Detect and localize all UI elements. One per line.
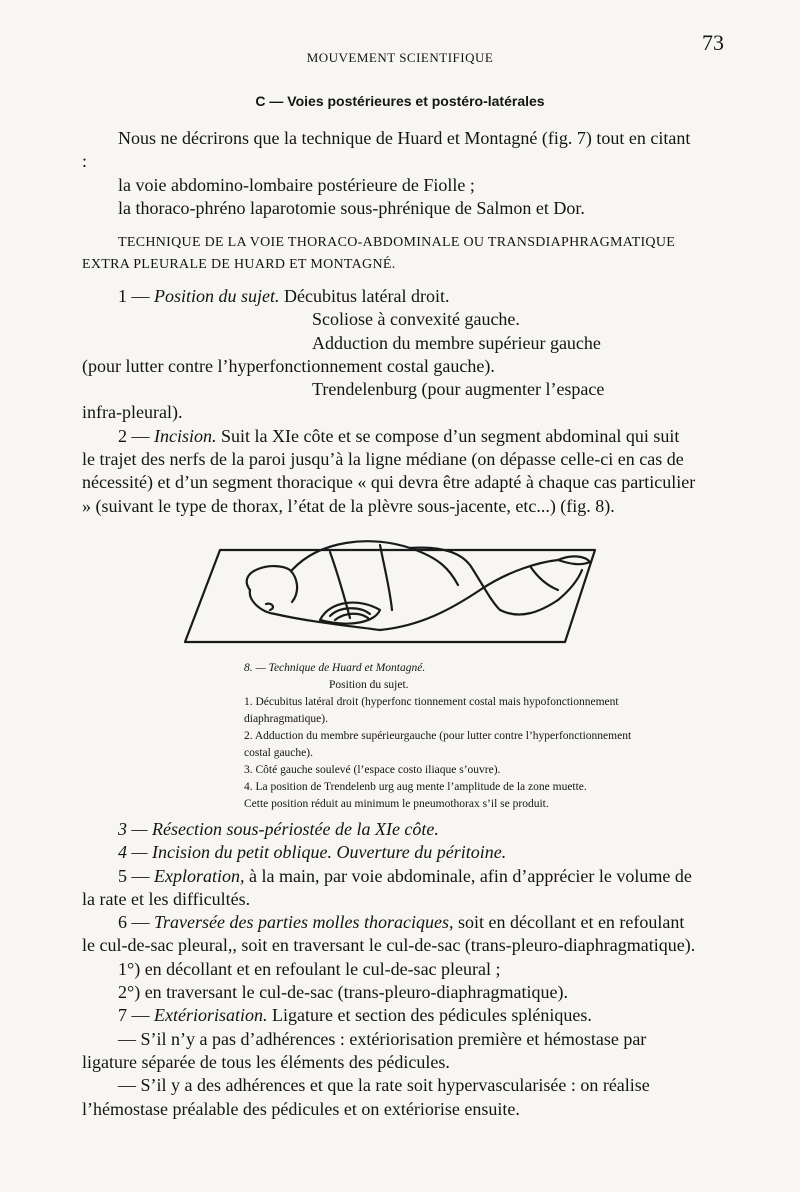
intro-block	[82, 127, 696, 220]
step-6-option: 2°) en traversant le cul-de-sac (trans-pleuro-diaphragmatique).	[118, 982, 568, 1003]
step-number: 5 —	[118, 865, 150, 886]
step-2	[82, 425, 696, 518]
step-title: Extériorisation.	[154, 1005, 268, 1026]
step-5	[82, 865, 696, 912]
technique-heading-line: TECHNIQUE DE LA VOIE THORACO-ABDOMINALE OU TRANSDIAPHRAGMATIQUE	[118, 235, 676, 250]
step-text: Ligature et section des pédicules spléniques.	[272, 1005, 592, 1026]
section-heading: C — Voies postérieures et postéro-latérales	[255, 93, 545, 109]
step-number: 6 —	[118, 912, 150, 933]
technique-heading	[82, 232, 696, 276]
step-1-line: Adduction du membre supérieur gauche	[312, 332, 601, 353]
step-7-case: — S’il y a des adhérences et que la rate soit hypervascularisée : on réalise l’hémostase préalable des pédicules et on extériorise ensuite.	[82, 1075, 650, 1119]
steps-block-a	[82, 285, 696, 518]
step-number: 1 —	[118, 286, 150, 306]
step-title: Exploration,	[154, 865, 245, 886]
step-number: 2 —	[118, 425, 150, 446]
figure-title: 8. — Technique de Huard et Montagné.	[244, 662, 426, 674]
step-title: Position du sujet.	[154, 286, 280, 306]
step-title: Traversée des parties molles thoraciques,	[154, 912, 454, 933]
patient-position-illustration	[180, 530, 610, 650]
step-4: 4 — Incision du petit oblique. Ouverture du péritoine.	[118, 842, 507, 863]
step-3: 3 — Résection sous-périostée de la XIe côte.	[118, 819, 439, 839]
caption-item: Cette position réduit au minimum le pneumothorax s’il se produit.	[244, 798, 549, 810]
technique-heading-line: EXTRA PLEURALE DE HUARD ET MONTAGNÉ.	[82, 257, 396, 272]
intro-paragraph: Nous ne décrirons que la technique de Huard et Montagné (fig. 7) tout en citant :	[82, 128, 691, 172]
step-title: Incision.	[154, 425, 217, 446]
intro-item: la voie abdomino-lombaire postérieure de Fiolle ;	[118, 174, 475, 195]
caption-item: 1. Décubitus latéral droit (hyperfonc tionnement costal mais hypofonctionnement diaphragmatique).	[244, 696, 619, 725]
steps-block-b	[82, 818, 696, 1121]
step-text: Suit la XIe côte et se compose d’un segment abdominal qui suit le trajet des nerfs de la paroi jusqu’à la ligne médiane (on dépasse celle-ci en cas de nécessité) et d’un segment thoracique « qui devra être adapté à chaque cas particulier » (suivant le type de thorax, l’état de la plèvre sous-jacente, etc...) (fig. 8).	[82, 425, 696, 516]
running-title: MOUVEMENT SCIENTIFIQUE	[306, 50, 494, 65]
caption-item: 4. La position de Trendelenb urg aug mente l’amplitude de la zone muette.	[244, 781, 587, 793]
step-1-line: infra-pleural).	[82, 402, 183, 423]
figure-caption	[244, 660, 634, 813]
intro-item: la thoraco-phréno laparotomie sous-phrénique de Salmon et Dor.	[118, 197, 585, 218]
step-text: soit en décollant et en refoulant le cul-de-sac pleural,, soit en traversant le cul-de-sac (trans-pleuro-diaphragmatique).	[82, 912, 696, 956]
caption-item: 2. Adduction du membre supérieurgauche (pour lutter contre l’hyperfonctionnement costal gauche).	[244, 730, 632, 759]
step-7	[82, 1004, 696, 1027]
step-6	[82, 911, 696, 958]
step-1-line: Scoliose à convexité gauche.	[312, 309, 520, 330]
step-text: à la main, par voie abdominale, afin d’apprécier le volume de la rate et les difficultés.	[82, 865, 692, 909]
step-1-line: (pour lutter contre l’hyperfonctionnement costal gauche).	[82, 355, 495, 376]
page-number: 73	[702, 30, 724, 55]
step-1-line: Trendelenburg (pour augmenter l’espace	[312, 379, 605, 400]
step-text: Décubitus latéral droit.	[284, 286, 450, 306]
figure-subtitle: Position du sujet.	[329, 679, 409, 691]
caption-item: 3. Côté gauche soulevé (l’espace costo iliaque s’ouvre).	[244, 764, 501, 776]
step-1	[82, 285, 696, 308]
step-6-option: 1°) en décollant et en refoulant le cul-de-sac pleural ;	[118, 958, 501, 979]
step-7-case: — S’il n’y a pas d’adhérences : extériorisation première et hémostase par ligature séparée de tous les éléments des pédicules.	[82, 1028, 647, 1072]
step-number: 7 —	[118, 1005, 150, 1026]
